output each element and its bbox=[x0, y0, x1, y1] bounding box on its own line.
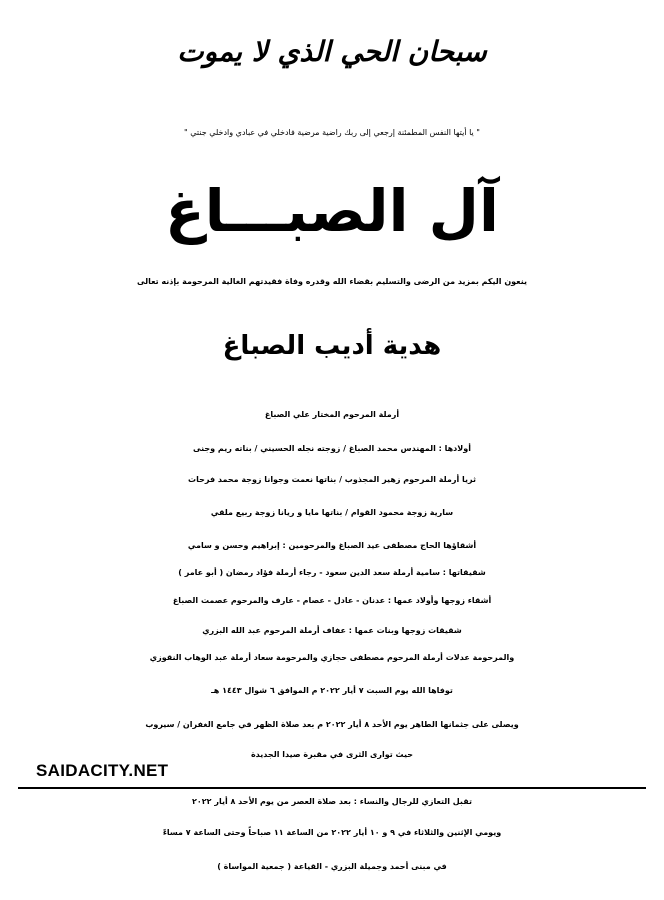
condolence-line: ويومي الإثنين والثلاثاء في ٩ و ١٠ أيار ٢٠٢٢ من الساعة ١١ صباحاً وحتى الساعة ٧ مساءً bbox=[162, 828, 502, 837]
relatives-line: شقيقاتها : سامية أرملة سعد الدين سعود - رجاء أرملة فؤاد رمضان ( أبو عامر ) bbox=[178, 568, 486, 577]
section-divider bbox=[18, 787, 646, 789]
relatives-line: أشقاؤها الحاج مصطفى عيد الصباغ والمرحومين : إبراهيم وحسن و سامي bbox=[187, 541, 477, 550]
deceased-name: هدية أديب الصباغ bbox=[222, 331, 442, 361]
condolence-line: في مبنى أحمد وجميلة البزري - القياعة ( جمعية المواساة ) bbox=[217, 862, 447, 871]
condolence-line: تقبل التعازي للرجال والنساء : بعد صلاة العصر من يوم الأحد ٨ أيار ٢٠٢٢ bbox=[192, 797, 472, 806]
family-name: آل الصبـــاغ bbox=[165, 177, 499, 245]
relatives-line: ثريا أرملة المرحوم زهير المجذوب / بناتها نعمت وجوانا زوجة محمد فرحات bbox=[188, 475, 476, 484]
relatives-line: سارية زوجة محمود القوام / بناتها مايا و ريانا زوجة ربيع ملقي bbox=[210, 508, 454, 517]
relatives-line: والمرحومة عدلات أرملة المرحوم مصطفى حجازي والمرحومة سعاد أرملة عبد الوهاب النقوزي bbox=[149, 653, 515, 662]
quran-verse: " يا أيتها النفس المطمئنة إرجعي إلى ربك راضية مرضية فادخلي في عبادي وادخلي جنتي " bbox=[184, 128, 480, 137]
burial-info: حيث توارى الثرى في مقبرة صيدا الجديدة bbox=[250, 750, 414, 759]
funeral-prayer-info: ويصلى على جثمانها الطاهر يوم الأحد ٨ أيار ٢٠٢٢ م بعد صلاة الظهر في جامع الغفران / سيروب bbox=[145, 720, 519, 729]
website-watermark: SAIDACITY.NET bbox=[36, 761, 169, 780]
calligraphy-heading: سبحان الحي الذي لا يموت bbox=[177, 35, 487, 68]
relatives-line: أولادها : المهندس محمد الصباغ / زوجته نجله الحسيني / بناته ريم وجنى bbox=[193, 444, 471, 453]
relatives-line: أشقاء زوجها وأولاد عمها : عدنان - عادل - عصام - عارف والمرحوم عصمت الصباغ bbox=[172, 596, 492, 605]
relatives-line: شقيقات زوجها وبنات عمها : عفاف أرملة المرحوم عبد الله البزري bbox=[202, 626, 462, 635]
relatives-line: أرملة المرحوم المختار علي الصباغ bbox=[264, 410, 400, 419]
death-date: توفاها الله يوم السبت ٧ أيار ٢٠٢٢ م الموافق ٦ شوال ١٤٤٣ هـ bbox=[211, 686, 453, 695]
announcement-text: ينعون اليكم بمزيد من الرضى والتسليم بقضاء الله وقدره وفاة فقيدتهم الغالية المرحومة بإذنه تعالى bbox=[137, 277, 527, 286]
